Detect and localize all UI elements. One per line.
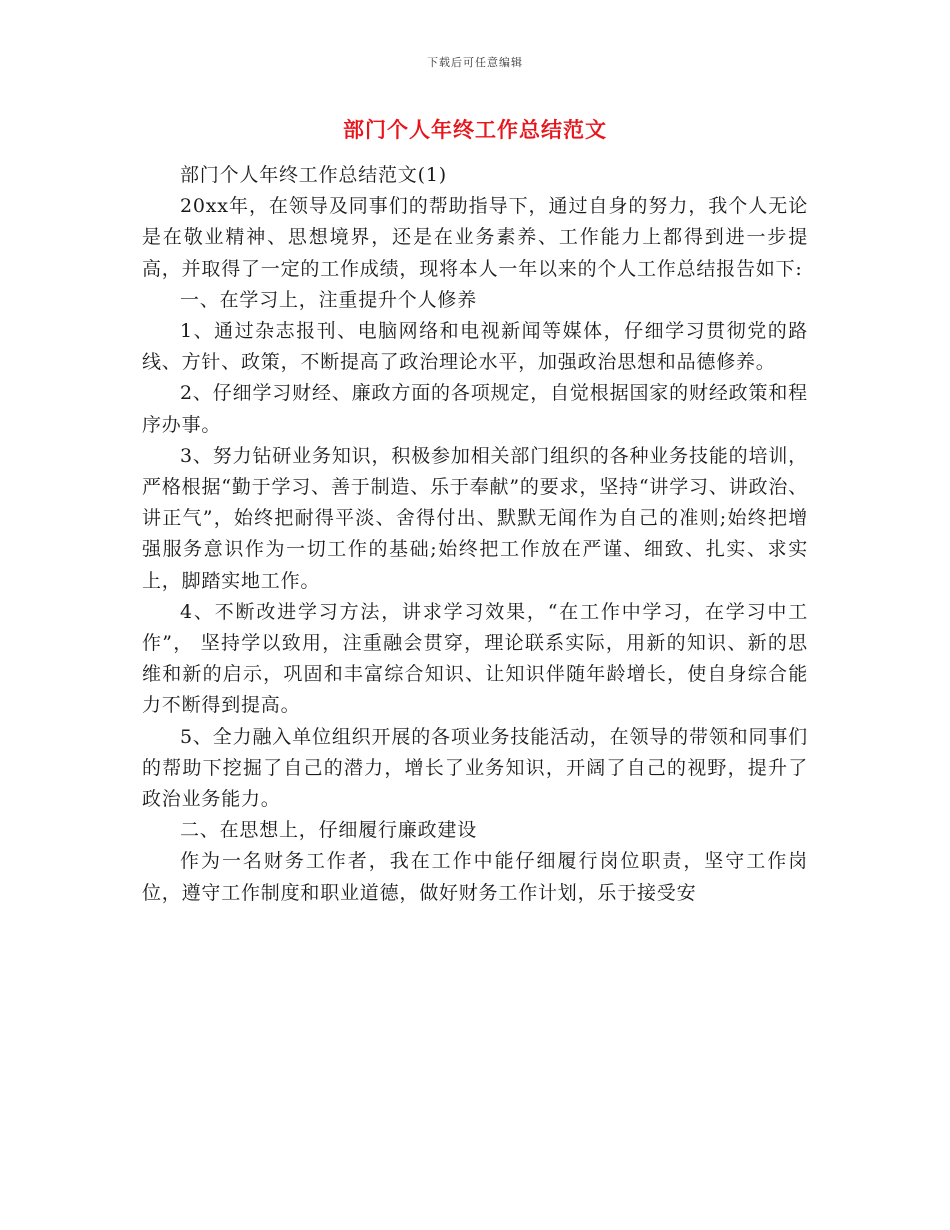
paragraph: 5、全力融入单位组织开展的各项业务技能活动，在领导的带领和同事们的帮助下挖掘了自己的潜力，增长了业务知识，开阔了自己的视野，提升了政治业务能力。 [142, 725, 808, 811]
header-note: 下载后可任意编辑 [427, 56, 523, 69]
paragraph: 3、努力钻研业务知识，积极参加相关部门组织的各种业务技能的培训，严格根据“勤于学习、善于制造、乐于奉献”的要求，坚持“讲学习、讲政治、讲正气”，始终把耐得平淡、舍得付出、默默无闻作为自己的准则;始终把增强服务意识作为一切工作的基础;始终把工作放在严谨、细致、扎实、求实上，脚踏实地工作。 [142, 444, 808, 592]
paragraph: 作为一名财务工作者，我在工作中能仔细履行岗位职责，坚守工作岗位，遵守工作制度和职业道德，做好财务工作计划，乐于接受安 [142, 850, 808, 904]
document-body [142, 160, 808, 909]
document-title: 部门个人年终工作总结范文 [343, 118, 607, 142]
paragraph: 1、通过杂志报刊、电脑网络和电视新闻等媒体，仔细学习贯彻党的路线、方针、政策，不断提高了政治理论水平，加强政治思想和品德修养。 [142, 320, 808, 374]
paragraph: 4、不断改进学习方法，讲求学习效果，“在工作中学习，在学习中工作”， 坚持学以致用，注重融会贯穿，理论联系实际，用新的知识、新的思维和新的启示，巩固和丰富综合知识、让知识伴随年龄增长，使自身综合能力不断得到提高。 [142, 600, 808, 717]
section-heading: 二、在思想上，仔细履行廉政建设 [180, 819, 478, 842]
paragraph-subtitle: 部门个人年终工作总结范文(1) [180, 164, 447, 186]
paragraph: 2、仔细学习财经、廉政方面的各项规定，自觉根据国家的财经政策和程序办事。 [142, 382, 808, 436]
section-heading: 一、在学习上，注重提升个人修养 [180, 288, 478, 311]
paragraph: 20xx年，在领导及同事们的帮助指导下，通过自身的努力，我个人无论是在敬业精神、思想境界，还是在业务素养、工作能力上都得到进一步提高，并取得了一定的工作成绩，现将本人一年以来的个人工作总结报告如下: [142, 195, 808, 280]
